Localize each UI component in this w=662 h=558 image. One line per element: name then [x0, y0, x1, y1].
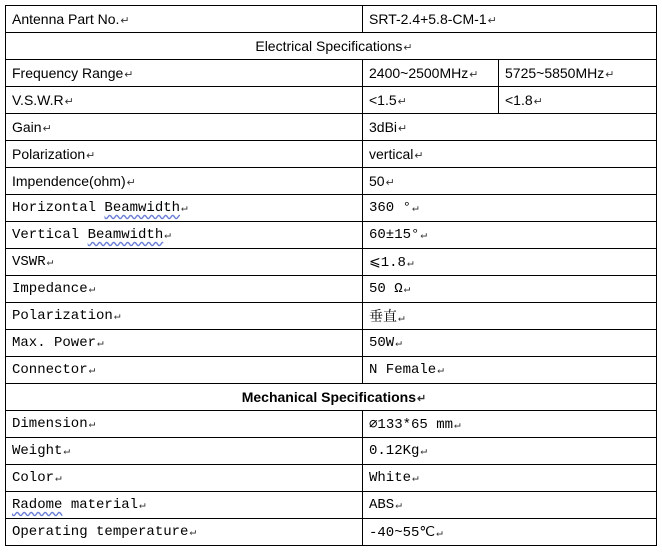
dimension-label: Dimension↵	[6, 411, 363, 438]
vswr-label: V.S.W.R↵	[6, 87, 363, 114]
radome-material-label: Radome material↵	[6, 492, 363, 519]
table-row	[6, 411, 657, 438]
table-row	[6, 303, 657, 330]
table-row	[6, 195, 657, 222]
connector-value: N Female↵	[363, 357, 657, 384]
mechanical-specifications-header: Mechanical Specifications↵	[6, 384, 657, 411]
table-row	[6, 330, 657, 357]
table-row	[6, 357, 657, 384]
gain-label: Gain↵	[6, 114, 363, 141]
table-row	[6, 276, 657, 303]
vertical-beamwidth-label: Vertical Beamwidth↵	[6, 222, 363, 249]
operating-temperature-value: -40~55℃↵	[363, 519, 657, 546]
electrical-specifications-header: Electrical Specifications↵	[6, 33, 657, 60]
max-power-value: 50W↵	[363, 330, 657, 357]
dimension-value: ∅133*65 mm↵	[363, 411, 657, 438]
polarization-label-2: Polarization↵	[6, 303, 363, 330]
polarization-value: vertical↵	[363, 141, 657, 168]
table-row	[6, 60, 657, 87]
gain-value: 3dBi↵	[363, 114, 657, 141]
weight-label: Weight↵	[6, 438, 363, 465]
table-row	[6, 168, 657, 195]
impedance-value: 50↵	[363, 168, 657, 195]
spec-table	[5, 5, 657, 546]
operating-temperature-label: Operating temperature↵	[6, 519, 363, 546]
vswr-value-b: <1.8↵	[499, 87, 657, 114]
polarization-value-2: 垂直↵	[363, 303, 657, 330]
table-row	[6, 438, 657, 465]
radome-material-value: ABS↵	[363, 492, 657, 519]
vswr-value-a: <1.5↵	[363, 87, 499, 114]
vswr-label-2: VSWR↵	[6, 249, 363, 276]
table-row	[6, 465, 657, 492]
table-row	[6, 384, 657, 411]
table-row	[6, 6, 657, 33]
part-number-value: SRT-2.4+5.8-CM-1↵	[363, 6, 657, 33]
vswr-value-2: ⩽1.8↵	[363, 249, 657, 276]
impedance-label: Impendence(ohm)↵	[6, 168, 363, 195]
table-row	[6, 114, 657, 141]
table-row	[6, 249, 657, 276]
table-row	[6, 87, 657, 114]
vertical-beamwidth-value: 60±15°↵	[363, 222, 657, 249]
frequency-range-value-b: 5725~5850MHz↵	[499, 60, 657, 87]
color-label: Color↵	[6, 465, 363, 492]
weight-value: 0.12Kg↵	[363, 438, 657, 465]
color-value: White↵	[363, 465, 657, 492]
part-number-label: Antenna Part No.↵	[6, 6, 363, 33]
polarization-label: Polarization↵	[6, 141, 363, 168]
connector-label: Connector↵	[6, 357, 363, 384]
horizontal-beamwidth-value: 360 °↵	[363, 195, 657, 222]
table-row	[6, 519, 657, 546]
max-power-label: Max. Power↵	[6, 330, 363, 357]
frequency-range-value-a: 2400~2500MHz↵	[363, 60, 499, 87]
impedance-value-2: 50 Ω↵	[363, 276, 657, 303]
frequency-range-label: Frequency Range↵	[6, 60, 363, 87]
impedance-label-2: Impedance↵	[6, 276, 363, 303]
table-row	[6, 33, 657, 60]
table-row	[6, 222, 657, 249]
table-row	[6, 492, 657, 519]
table-row	[6, 141, 657, 168]
horizontal-beamwidth-label: Horizontal Beamwidth↵	[6, 195, 363, 222]
